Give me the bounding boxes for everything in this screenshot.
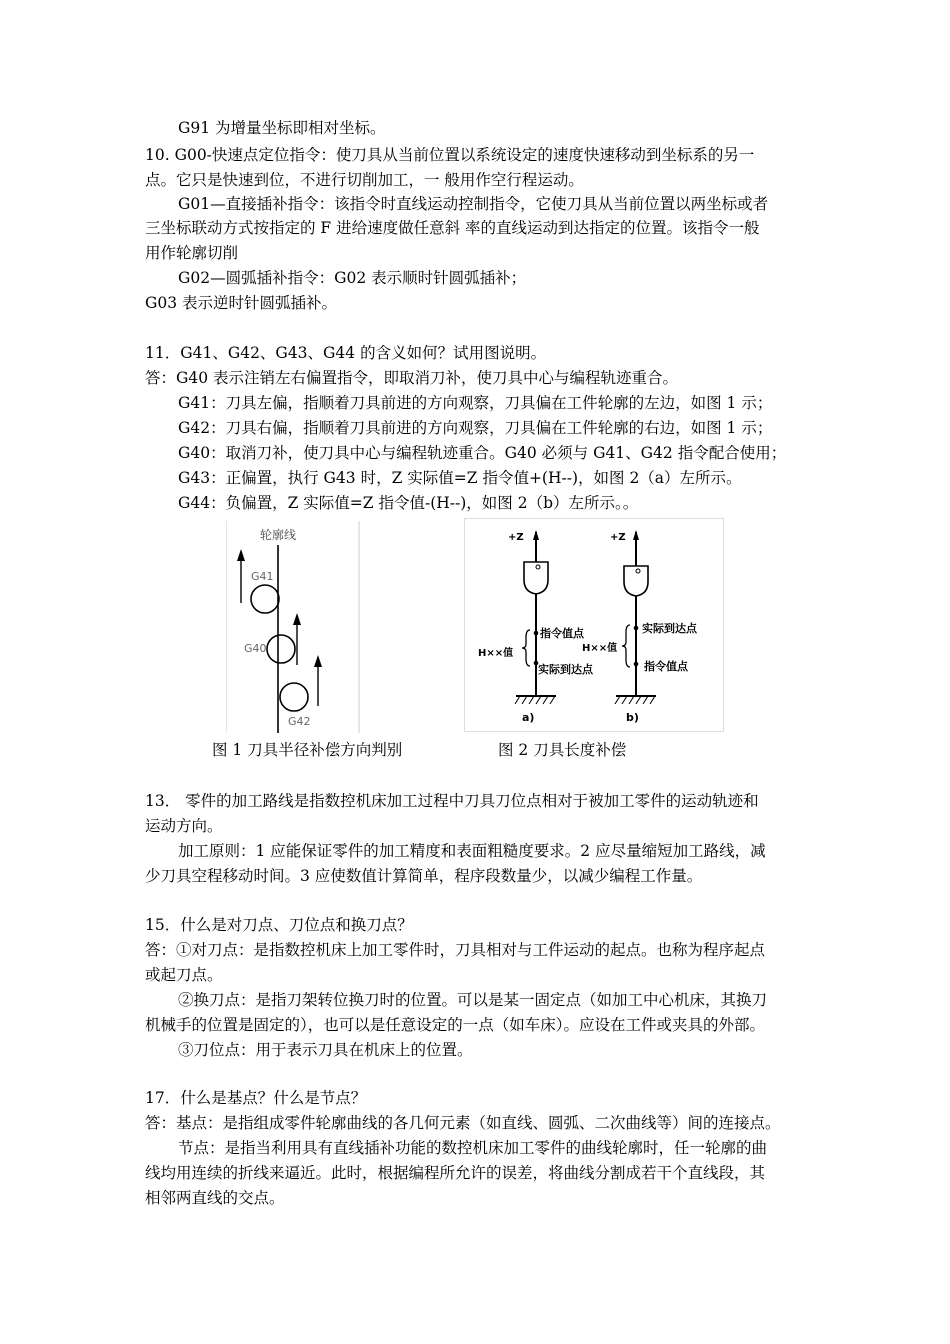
subfigure-a-label: a) (522, 711, 535, 724)
subfigure-b-label: b) (626, 711, 639, 724)
text-line: 或起刀点。 (145, 966, 223, 984)
text-line: 答：基点：是指组成零件轮廓曲线的各几何元素（如直线、圆弧、二次曲线等）间的连接点。 (145, 1114, 781, 1132)
h-value-label-b: H××值 (582, 643, 618, 654)
text-line: G43：正偏置，执行 G43 时，Z 实际值=Z 指令值+(H--)，如图 2（a）左所示。 (178, 469, 742, 487)
text-line: 线均用连续的折线来逼近。此时，根据编程所允许的误差，将曲线分割成若干个直线段，其 (145, 1164, 766, 1182)
text-line: 节点：是指当利用具有直线插补功能的数控机床加工零件的曲线轮廓时，任一轮廓的曲 (178, 1139, 768, 1157)
text-line: 相邻两直线的交点。 (145, 1189, 285, 1207)
command-point-label-a: 指令值点 (540, 627, 584, 640)
contour-line-label: 轮廓线 (260, 528, 297, 542)
g42-label: G42 (288, 715, 311, 728)
figure-1-drawing (226, 521, 360, 733)
text-line: 点。它只是快速到位，不进行切削加工，一 般用作空行程运动。 (145, 171, 584, 189)
text-line: 运动方向。 (145, 817, 223, 835)
h-value-label-a: H××值 (478, 648, 514, 659)
text-line: 加工原则：1 应能保证零件的加工精度和表面粗糙度要求。2 应尽量缩短加工路线，减 (178, 842, 766, 860)
actual-point-label-b: 实际到达点 (642, 622, 697, 635)
text-line: G01—直接插补指令：该指令时直线运动控制指令，它使刀具从当前位置以两坐标或者 (178, 195, 769, 213)
text-line: 机械手的位置是固定的），也可以是任意设定的一点（如车床）。应设在工件或夹具的外部。 (145, 1016, 766, 1034)
question-heading: 13． 零件的加工路线是指数控机床加工过程中刀具刀位点相对于被加工零件的运动轨迹和 (145, 792, 759, 810)
text-line: 少刀具空程移动时间。3 应使数值计算简单，程序段数量少，以减少编程工作量。 (145, 867, 703, 885)
figure-1-caption: 图 1 刀具半径补偿方向判别 (212, 741, 403, 759)
actual-point-label-a: 实际到达点 (538, 663, 593, 676)
question-heading: 11．G41、G42、G43、G44 的含义如何？试用图说明。 (145, 344, 547, 362)
text-line: G40：取消刀补，使刀具中心与编程轨迹重合。G40 必须与 G41、G42 指令配合使用； (178, 444, 787, 462)
text-line: ②换刀点：是指刀架转位换刀时的位置。可以是某一固定点（如加工中心机床，其换刀 (178, 991, 768, 1009)
text-line: G91 为增量坐标即相对坐标。 (178, 119, 386, 137)
text-line: 用作轮廓切削 (145, 244, 239, 262)
text-line: G41：刀具左偏，指顺着刀具前进的方向观察，刀具偏在工件轮廓的左边，如图 1 示； (178, 394, 773, 412)
text-line: 答：G40 表示注销左右偏置指令，即取消刀补，使刀具中心与编程轨迹重合。 (145, 369, 679, 387)
text-line: G44：负偏置，Z 实际值=Z 指令值-(H--)，如图 2（b）左所示。。 (178, 494, 639, 512)
question-heading: 17．什么是基点？什么是节点？ (145, 1089, 367, 1107)
g40-label: G40 (244, 642, 267, 655)
text-line: 10. G00-快速点定位指令：使刀具从当前位置以系统设定的速度快速移动到坐标系的另一 (145, 146, 755, 164)
text-line: G03 表示逆时针圆弧插补。 (145, 294, 338, 312)
text-line: G02—圆弧插补指令：G02 表示顺时针圆弧插补； (178, 269, 527, 287)
question-heading: 15．什么是对刀点、刀位点和换刀点？ (145, 916, 413, 934)
text-line: ③刀位点：用于表示刀具在机床上的位置。 (178, 1041, 473, 1059)
command-point-label-b: 指令值点 (644, 660, 688, 673)
figure-2-drawing (464, 518, 724, 732)
text-line: 三坐标联动方式按指定的 F 进给速度做任意斜 率的直线运动到达指定的位置。该指令一般 (145, 219, 760, 237)
figure-2-length-compensation (464, 518, 724, 732)
g41-label: G41 (251, 570, 274, 583)
text-line: G42：刀具右偏，指顺着刀具前进的方向观察，刀具偏在工件轮廓的右边，如图 1 示； (178, 419, 773, 437)
plus-z-label-b: +Z (610, 532, 626, 543)
figure-2-caption: 图 2 刀具长度补偿 (498, 741, 627, 759)
text-line: 答：①对刀点：是指数控机床上加工零件时，刀具相对与工件运动的起点。也称为程序起点 (145, 941, 766, 959)
plus-z-label-a: +Z (508, 532, 524, 543)
figure-1-radius-compensation (226, 521, 360, 733)
